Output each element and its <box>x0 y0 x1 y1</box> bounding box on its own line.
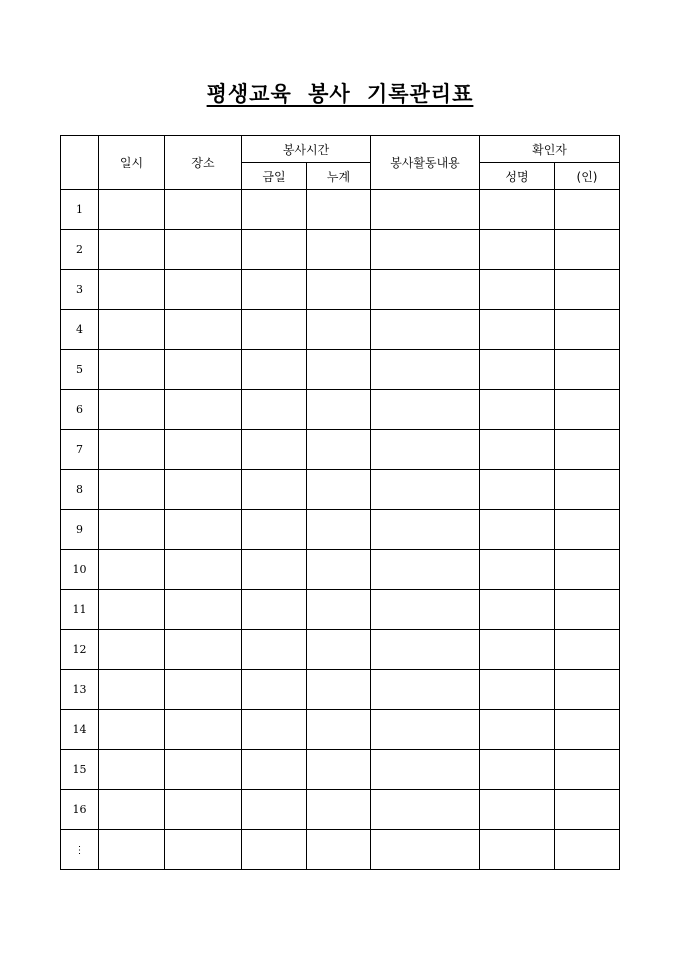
place-cell[interactable] <box>165 190 242 230</box>
activity-cell[interactable] <box>371 310 480 350</box>
row-number <box>61 550 99 590</box>
header-place: 장소 <box>165 136 242 190</box>
hours-today-cell[interactable] <box>242 790 307 830</box>
row-number-text: 10 <box>72 563 87 576</box>
header-date: 일시 <box>99 136 165 190</box>
row-number-text: 14 <box>72 723 87 736</box>
name-cell[interactable] <box>480 230 555 270</box>
page-title-text: 평생교육 봉사 기록관리표 <box>206 81 474 106</box>
name-cell[interactable] <box>480 390 555 430</box>
header-confirmer: 확인자 <box>480 136 620 163</box>
place-cell[interactable] <box>165 550 242 590</box>
service-record-table <box>60 135 620 870</box>
name-cell[interactable] <box>480 790 555 830</box>
table-row <box>61 230 620 270</box>
activity-cell[interactable] <box>371 750 480 790</box>
date-cell[interactable] <box>99 550 165 590</box>
header-row-top <box>61 136 620 163</box>
hours-today-cell[interactable] <box>242 590 307 630</box>
date-cell[interactable] <box>99 390 165 430</box>
header-hours-today: 금일 <box>242 163 307 190</box>
hours-cumulative-cell[interactable] <box>307 710 371 750</box>
hours-today-cell[interactable] <box>242 230 307 270</box>
date-cell[interactable] <box>99 710 165 750</box>
row-number-text: 7 <box>76 443 83 456</box>
header-name: 성명 <box>480 163 555 190</box>
row-number <box>61 750 99 790</box>
row-number <box>61 510 99 550</box>
hours-cumulative-cell[interactable] <box>307 470 371 510</box>
name-cell[interactable] <box>480 350 555 390</box>
place-cell[interactable] <box>165 670 242 710</box>
hours-today-cell[interactable] <box>242 550 307 590</box>
date-cell[interactable] <box>99 670 165 710</box>
name-cell[interactable] <box>480 590 555 630</box>
hours-today-cell[interactable] <box>242 630 307 670</box>
row-number <box>61 230 99 270</box>
activity-cell[interactable] <box>371 350 480 390</box>
name-cell[interactable] <box>480 630 555 670</box>
hours-today-cell[interactable] <box>242 190 307 230</box>
name-cell[interactable] <box>480 470 555 510</box>
row-number <box>61 270 99 310</box>
row-number-text: 1 <box>76 203 83 216</box>
header-activity: 봉사활동내용 <box>371 136 480 190</box>
place-cell[interactable] <box>165 430 242 470</box>
table-row <box>61 550 620 590</box>
place-cell[interactable] <box>165 710 242 750</box>
hours-cumulative-cell[interactable] <box>307 390 371 430</box>
hours-cumulative-cell[interactable] <box>307 790 371 830</box>
activity-cell[interactable] <box>371 670 480 710</box>
hours-cumulative-cell[interactable] <box>307 750 371 790</box>
name-cell[interactable] <box>480 830 555 870</box>
place-cell[interactable] <box>165 630 242 670</box>
hours-today-cell[interactable] <box>242 430 307 470</box>
activity-cell[interactable] <box>371 590 480 630</box>
row-number-text: 6 <box>76 403 83 416</box>
seal-cell[interactable] <box>555 310 620 350</box>
seal-cell[interactable] <box>555 750 620 790</box>
row-number <box>61 590 99 630</box>
seal-cell[interactable] <box>555 230 620 270</box>
activity-cell[interactable] <box>371 710 480 750</box>
place-cell[interactable] <box>165 270 242 310</box>
hours-cumulative-cell[interactable] <box>307 190 371 230</box>
seal-cell[interactable] <box>555 350 620 390</box>
row-number <box>61 670 99 710</box>
name-cell[interactable] <box>480 430 555 470</box>
row-number-text: 13 <box>72 683 87 696</box>
hours-cumulative-cell[interactable] <box>307 230 371 270</box>
row-number <box>61 790 99 830</box>
activity-cell[interactable] <box>371 630 480 670</box>
place-cell[interactable] <box>165 350 242 390</box>
activity-cell[interactable] <box>371 230 480 270</box>
row-number <box>61 390 99 430</box>
activity-cell[interactable] <box>371 270 480 310</box>
place-cell[interactable] <box>165 390 242 430</box>
hours-today-cell[interactable] <box>242 470 307 510</box>
hours-today-cell[interactable] <box>242 350 307 390</box>
table-row <box>61 390 620 430</box>
row-number-text: 12 <box>72 643 87 656</box>
place-cell[interactable] <box>165 470 242 510</box>
hours-today-cell[interactable] <box>242 510 307 550</box>
page-title <box>0 78 680 108</box>
row-number <box>61 470 99 510</box>
table-row <box>61 510 620 550</box>
date-cell[interactable] <box>99 510 165 550</box>
name-cell[interactable] <box>480 710 555 750</box>
date-cell[interactable] <box>99 470 165 510</box>
row-number-text: 9 <box>76 523 83 536</box>
activity-cell[interactable] <box>371 390 480 430</box>
seal-cell[interactable] <box>555 710 620 750</box>
date-cell[interactable] <box>99 270 165 310</box>
table-row <box>61 310 620 350</box>
row-number-text: 4 <box>76 323 83 336</box>
row-number-text: 8 <box>76 483 83 496</box>
activity-cell[interactable] <box>371 830 480 870</box>
activity-cell[interactable] <box>371 190 480 230</box>
date-cell[interactable] <box>99 590 165 630</box>
hours-today-cell[interactable] <box>242 390 307 430</box>
row-number-text: 3 <box>76 283 83 296</box>
seal-cell[interactable] <box>555 390 620 430</box>
date-cell[interactable] <box>99 230 165 270</box>
row-number <box>61 430 99 470</box>
seal-cell[interactable] <box>555 790 620 830</box>
row-number-text: 5 <box>76 363 83 376</box>
date-cell[interactable] <box>99 830 165 870</box>
table-row <box>61 270 620 310</box>
hours-cumulative-cell[interactable] <box>307 270 371 310</box>
row-number <box>61 350 99 390</box>
activity-cell[interactable] <box>371 790 480 830</box>
hours-cumulative-cell[interactable] <box>307 310 371 350</box>
table-row <box>61 350 620 390</box>
seal-cell[interactable] <box>555 590 620 630</box>
table-row <box>61 670 620 710</box>
activity-cell[interactable] <box>371 470 480 510</box>
header-seal: (인) <box>555 163 620 190</box>
header-hours-cumulative: 누계 <box>307 163 371 190</box>
name-cell[interactable] <box>480 670 555 710</box>
name-cell[interactable] <box>480 190 555 230</box>
place-cell[interactable] <box>165 590 242 630</box>
table-row <box>61 190 620 230</box>
place-cell[interactable] <box>165 830 242 870</box>
hours-cumulative-cell[interactable] <box>307 510 371 550</box>
hours-cumulative-cell[interactable] <box>307 430 371 470</box>
name-cell[interactable] <box>480 270 555 310</box>
hours-today-cell[interactable] <box>242 750 307 790</box>
table-row <box>61 790 620 830</box>
seal-cell[interactable] <box>555 270 620 310</box>
seal-cell[interactable] <box>555 830 620 870</box>
row-number <box>61 190 99 230</box>
hours-cumulative-cell[interactable] <box>307 670 371 710</box>
row-number <box>61 710 99 750</box>
place-cell[interactable] <box>165 790 242 830</box>
name-cell[interactable] <box>480 510 555 550</box>
hours-today-cell[interactable] <box>242 710 307 750</box>
table-row <box>61 710 620 750</box>
hours-today-cell[interactable] <box>242 270 307 310</box>
row-number-text: 2 <box>76 243 83 256</box>
seal-cell[interactable] <box>555 190 620 230</box>
name-cell[interactable] <box>480 750 555 790</box>
table-row <box>61 470 620 510</box>
header-corner-cell <box>61 136 99 190</box>
continuation-marker <box>61 830 99 870</box>
hours-today-cell[interactable] <box>242 670 307 710</box>
place-cell[interactable] <box>165 310 242 350</box>
hours-cumulative-cell[interactable] <box>307 350 371 390</box>
name-cell[interactable] <box>480 550 555 590</box>
table-row <box>61 630 620 670</box>
seal-cell[interactable] <box>555 630 620 670</box>
activity-cell[interactable] <box>371 430 480 470</box>
seal-cell[interactable] <box>555 510 620 550</box>
seal-cell[interactable] <box>555 470 620 510</box>
place-cell[interactable] <box>165 510 242 550</box>
hours-cumulative-cell[interactable] <box>307 590 371 630</box>
row-number-text: 16 <box>72 803 87 816</box>
date-cell[interactable] <box>99 750 165 790</box>
name-cell[interactable] <box>480 310 555 350</box>
hours-today-cell[interactable] <box>242 830 307 870</box>
seal-cell[interactable] <box>555 430 620 470</box>
row-number <box>61 310 99 350</box>
place-cell[interactable] <box>165 750 242 790</box>
hours-today-cell[interactable] <box>242 310 307 350</box>
table-row <box>61 590 620 630</box>
seal-cell[interactable] <box>555 670 620 710</box>
hours-cumulative-cell[interactable] <box>307 830 371 870</box>
date-cell[interactable] <box>99 350 165 390</box>
table-row <box>61 430 620 470</box>
header-service-hours: 봉사시간 <box>242 136 371 163</box>
place-cell[interactable] <box>165 230 242 270</box>
seal-cell[interactable] <box>555 550 620 590</box>
date-cell[interactable] <box>99 630 165 670</box>
date-cell[interactable] <box>99 310 165 350</box>
row-number-text: 15 <box>72 763 87 776</box>
date-cell[interactable] <box>99 190 165 230</box>
table-row <box>61 750 620 790</box>
date-cell[interactable] <box>99 430 165 470</box>
row-number <box>61 630 99 670</box>
hours-cumulative-cell[interactable] <box>307 630 371 670</box>
hours-cumulative-cell[interactable] <box>307 550 371 590</box>
activity-cell[interactable] <box>371 550 480 590</box>
continuation-dots: ⋮ <box>74 845 85 856</box>
activity-cell[interactable] <box>371 510 480 550</box>
row-number-text: 11 <box>72 603 87 616</box>
table-row <box>61 830 620 870</box>
date-cell[interactable] <box>99 790 165 830</box>
